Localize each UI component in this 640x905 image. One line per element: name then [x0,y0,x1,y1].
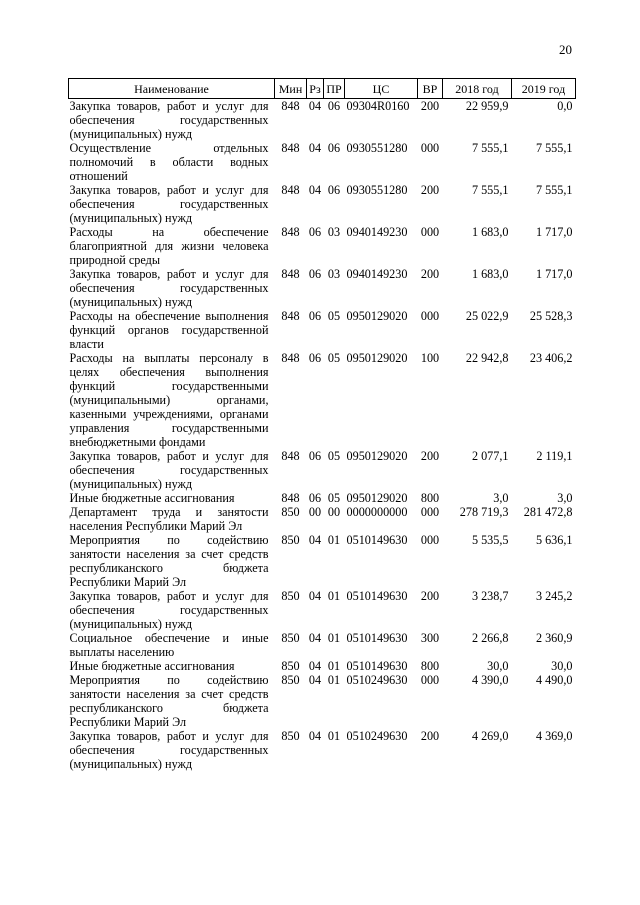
cell-rz: 04 [308,729,322,743]
cell-rz: 00 [308,505,322,519]
cell-name: Мероприятия по содействию занятости населения за счет средств республиканского бюджета Республики Марий Эл [69,673,269,729]
table-row [69,533,576,589]
cell-name: Иные бюджетные ассигнования [69,659,235,673]
cell-name: Закупка товаров, работ и услуг для обеспечения государственных (муниципальных) нужд [69,589,269,631]
cell-pr: 05 [327,449,341,463]
cell-rz: 04 [308,183,322,197]
cell-min: 848 [281,183,300,197]
cell-vr: 200 [420,267,440,281]
cell-name: Закупка товаров, работ и услуг для обеспечения государственных (муниципальных) нужд [69,449,269,491]
cell-2019: 7 555,1 [535,183,573,197]
table-row [69,729,576,771]
cell-2018: 1 683,0 [471,225,509,239]
cell-vr: 000 [420,505,440,519]
cell-pr: 03 [327,225,341,239]
table-body [69,99,576,772]
cell-name: Закупка товаров, работ и услуг для обеспечения государственных (муниципальных) нужд [69,729,269,771]
header-name: Наименование [69,79,275,99]
cell-pr: 01 [327,631,341,645]
cell-min: 850 [281,659,300,673]
table-row [69,491,576,505]
cell-cs: 0510149630 [346,589,408,603]
cell-2018: 7 555,1 [471,141,509,155]
cell-vr: 100 [420,351,440,365]
cell-2019: 4 369,0 [535,729,573,743]
cell-2018: 25 022,9 [465,309,509,323]
header-2019: 2019 год [512,79,576,99]
cell-vr: 000 [420,533,440,547]
cell-rz: 06 [308,309,322,323]
cell-name: Закупка товаров, работ и услуг для обеспечения государственных (муниципальных) нужд [69,183,269,225]
cell-2018: 4 269,0 [471,729,509,743]
cell-cs: 0510149630 [346,659,408,673]
cell-2018: 22 942,8 [465,351,509,365]
budget-table [68,78,576,771]
table-row [69,351,576,449]
cell-min: 850 [281,533,300,547]
cell-vr: 000 [420,225,440,239]
cell-2018: 1 683,0 [471,267,509,281]
cell-rz: 04 [308,631,322,645]
cell-name: Расходы на обеспечение выполнения функций органов государственной власти [69,309,269,351]
header-pr: ПР [324,79,345,99]
cell-rz: 04 [308,659,322,673]
cell-name: Осуществление отдельных полномочий в области водных отношений [69,141,269,183]
table-row [69,183,576,225]
table-row [69,267,576,309]
cell-vr: 800 [420,491,440,505]
cell-min: 848 [281,99,300,113]
cell-2019: 3 245,2 [535,589,573,603]
cell-min: 850 [281,505,300,519]
cell-2019: 1 717,0 [535,225,573,239]
cell-cs: 0510149630 [346,631,408,645]
cell-cs: 0940149230 [346,267,408,281]
table-row [69,449,576,491]
table-row [69,225,576,267]
cell-2019: 2 360,9 [535,631,573,645]
cell-cs: 0950129020 [346,491,408,505]
cell-pr: 06 [327,99,341,113]
table-row [69,631,576,659]
cell-pr: 01 [327,673,341,687]
cell-min: 848 [281,309,300,323]
cell-min: 848 [281,225,300,239]
cell-pr: 05 [327,351,341,365]
cell-2018: 30,0 [487,659,509,673]
cell-min: 848 [281,267,300,281]
table-row [69,309,576,351]
cell-min: 848 [281,351,300,365]
cell-2018: 4 390,0 [471,673,509,687]
cell-name: Закупка товаров, работ и услуг для обеспечения государственных (муниципальных) нужд [69,267,269,309]
cell-name: Расходы на выплаты персоналу в целях обеспечения выполнения функций государственными (муниципальными) органами, казенными учреждениями, органами управления государственными внебюджетными фондами [69,351,269,449]
cell-cs: 0510249630 [346,729,408,743]
cell-rz: 04 [308,533,322,547]
cell-name: Закупка товаров, работ и услуг для обеспечения государственных (муниципальных) нужд [69,99,269,141]
table-row [69,141,576,183]
cell-vr: 200 [420,449,440,463]
cell-min: 850 [281,673,300,687]
cell-pr: 01 [327,729,341,743]
table-row [69,673,576,729]
cell-rz: 06 [308,449,322,463]
cell-2019: 23 406,2 [529,351,573,365]
cell-cs: 09304R0160 [346,99,410,113]
cell-name: Департамент труда и занятости населения Республики Марий Эл [69,505,269,533]
cell-cs: 0940149230 [346,225,408,239]
cell-2018: 3 238,7 [471,589,509,603]
cell-vr: 200 [420,99,440,113]
cell-cs: 0510249630 [346,673,408,687]
cell-2019: 3,0 [557,491,573,505]
cell-min: 848 [281,449,300,463]
cell-2019: 1 717,0 [535,267,573,281]
cell-rz: 04 [308,99,322,113]
cell-min: 848 [281,141,300,155]
cell-2018: 7 555,1 [471,183,509,197]
page-number: 20 [559,42,572,57]
cell-cs: 0950129020 [346,351,408,365]
cell-name: Иные бюджетные ассигнования [69,491,235,505]
table-header [69,79,576,99]
cell-vr: 300 [420,631,440,645]
cell-pr: 05 [327,491,341,505]
cell-cs: 0950129020 [346,449,408,463]
cell-rz: 04 [308,141,322,155]
cell-pr: 06 [327,183,341,197]
cell-2018: 278 719,3 [459,505,509,519]
cell-cs: 0930551280 [346,183,408,197]
cell-2019: 4 490,0 [535,673,573,687]
header-rz: Рз [307,79,324,99]
cell-2018: 22 959,9 [465,99,509,113]
cell-vr: 200 [420,183,440,197]
header-2018: 2018 год [443,79,512,99]
cell-name: Расходы на обеспечение благоприятной для жизни человека природной среды [69,225,269,267]
cell-min: 848 [281,491,300,505]
cell-2018: 2 266,8 [471,631,509,645]
cell-vr: 200 [420,589,440,603]
cell-cs: 0000000000 [346,505,408,519]
cell-vr: 000 [420,309,440,323]
cell-2018: 5 535,5 [471,533,509,547]
cell-pr: 01 [327,589,341,603]
cell-rz: 06 [308,267,322,281]
cell-min: 850 [281,631,300,645]
cell-2019: 7 555,1 [535,141,573,155]
cell-rz: 06 [308,351,322,365]
cell-cs: 0950129020 [346,309,408,323]
cell-cs: 0930551280 [346,141,408,155]
cell-pr: 01 [327,533,341,547]
header-min: Мин [275,79,307,99]
header-vr: ВР [418,79,443,99]
cell-pr: 05 [327,309,341,323]
cell-name: Мероприятия по содействию занятости населения за счет средств республиканского бюджета Республики Марий Эл [69,533,269,589]
cell-2019: 25 528,3 [529,309,573,323]
cell-2019: 281 472,8 [523,505,573,519]
cell-rz: 06 [308,225,322,239]
cell-name: Социальное обеспечение и иные выплаты населению [69,631,269,659]
cell-pr: 06 [327,141,341,155]
cell-vr: 800 [420,659,440,673]
cell-2019: 30,0 [551,659,573,673]
cell-2019: 5 636,1 [535,533,573,547]
cell-rz: 04 [308,673,322,687]
cell-cs: 0510149630 [346,533,408,547]
cell-2019: 2 119,1 [536,449,573,463]
cell-pr: 00 [327,505,341,519]
cell-min: 850 [281,589,300,603]
cell-pr: 01 [327,659,341,673]
cell-vr: 200 [420,729,440,743]
cell-rz: 06 [308,491,322,505]
cell-min: 850 [281,729,300,743]
header-cs: ЦС [345,79,418,99]
cell-vr: 000 [420,673,440,687]
cell-2019: 0,0 [557,99,573,113]
cell-pr: 03 [327,267,341,281]
cell-2018: 3,0 [493,491,509,505]
cell-vr: 000 [420,141,440,155]
table-row [69,659,576,673]
table-row [69,589,576,631]
table-row [69,505,576,533]
cell-rz: 04 [308,589,322,603]
table-row [69,99,576,142]
cell-2018: 2 077,1 [471,449,509,463]
